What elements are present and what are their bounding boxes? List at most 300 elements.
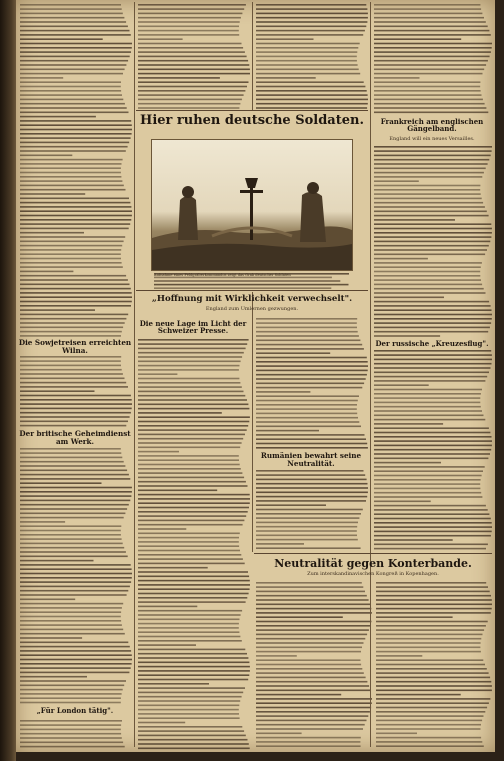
section-rule [136, 290, 368, 291]
text-line [138, 541, 239, 543]
text-line [20, 408, 132, 410]
headline-geheimdienst: Der britische Geheimdienst am Werk. [19, 429, 131, 446]
column-divider [134, 2, 135, 747]
text-line [138, 399, 247, 401]
text-line [20, 150, 126, 152]
text-line [374, 427, 489, 429]
text-line [138, 459, 239, 461]
text-line [374, 172, 484, 174]
text-line [374, 47, 492, 49]
text-line [374, 372, 489, 374]
text-line [138, 614, 241, 616]
text-line [256, 17, 368, 19]
text-line [20, 513, 125, 515]
text-line [20, 241, 124, 243]
text-line [256, 34, 363, 36]
text-line [256, 374, 367, 376]
text-line [20, 258, 121, 260]
text-line [374, 522, 492, 524]
text-line [374, 223, 491, 225]
text-line [20, 198, 129, 200]
text-line [138, 576, 249, 578]
text-line [20, 163, 122, 165]
text-line [256, 43, 360, 45]
text-line [138, 34, 239, 36]
text-line [256, 681, 367, 683]
headline-wirklichkeit: „Hoffnung mit Wirklichkeit verwechselt". [151, 294, 353, 304]
text-line [20, 215, 132, 217]
text-line [374, 539, 453, 541]
text-line [374, 43, 492, 45]
text-line [374, 384, 429, 386]
text-line [374, 180, 419, 182]
text-line [374, 189, 480, 191]
text-line [20, 137, 131, 139]
text-line [20, 322, 125, 324]
text-line [374, 99, 483, 101]
text-line [20, 206, 131, 208]
text-line [20, 64, 126, 66]
text-line [20, 378, 125, 380]
text-line [20, 56, 130, 58]
text-line [138, 571, 248, 573]
text-line [20, 292, 132, 294]
text-line [138, 674, 249, 676]
text-line [138, 558, 243, 560]
text-line [256, 21, 367, 23]
text-line [374, 322, 491, 324]
text-line [20, 551, 126, 553]
text-line [374, 86, 480, 88]
text-line [20, 305, 131, 307]
text-line [256, 60, 357, 62]
text-line [256, 348, 364, 350]
text-line [138, 369, 239, 371]
photo-soldier-grave [151, 139, 353, 271]
column-divider [252, 292, 253, 552]
text-line [20, 193, 85, 195]
text-line [20, 112, 129, 114]
text-line [20, 365, 121, 367]
text-line [256, 642, 364, 644]
text-line [138, 726, 242, 728]
text-line [20, 599, 75, 601]
text-line [374, 376, 487, 378]
text-line [20, 185, 124, 187]
text-line [256, 470, 364, 472]
text-line [374, 163, 488, 165]
text-line [256, 543, 304, 545]
text-line [138, 601, 246, 603]
text-line [374, 168, 486, 170]
text-line [374, 249, 487, 251]
text-line [138, 485, 248, 487]
text-line [138, 464, 240, 466]
text-line [374, 410, 482, 412]
text-line [20, 210, 132, 212]
text-line [138, 416, 250, 418]
text-line [256, 322, 357, 324]
text-line [374, 51, 491, 53]
text-line [20, 586, 130, 588]
text-line [256, 103, 368, 105]
text-line [374, 288, 484, 290]
text-line [138, 563, 245, 565]
text-line [138, 421, 249, 423]
text-line [256, 745, 361, 747]
text-line [20, 21, 126, 23]
text-line [138, 593, 249, 595]
text-line [20, 573, 132, 575]
text-line [376, 715, 484, 717]
text-line [374, 275, 480, 277]
text-line [20, 34, 131, 36]
text-line [138, 696, 242, 698]
text-line [20, 189, 126, 191]
subhead-england: England will ein neues Versailles. [389, 136, 475, 142]
text-line [20, 470, 127, 472]
text-line [20, 452, 121, 454]
text-line [138, 17, 241, 19]
text-line [20, 594, 127, 596]
text-line [138, 502, 250, 504]
text-line [138, 520, 244, 522]
text-line [256, 90, 367, 92]
text-line [256, 479, 367, 481]
text-line [374, 176, 482, 178]
text-line [20, 620, 121, 622]
text-line [256, 47, 358, 49]
text-line [20, 737, 122, 739]
text-line [20, 266, 123, 268]
text-line [376, 702, 489, 704]
text-line [374, 440, 492, 442]
text-line [256, 383, 364, 385]
text-line [376, 625, 486, 627]
text-line [138, 373, 177, 375]
text-line [20, 288, 131, 290]
text-line [376, 634, 483, 636]
text-line [256, 107, 367, 109]
text-line [256, 51, 357, 53]
text-line [20, 43, 132, 45]
text-line [256, 413, 357, 415]
text-line [374, 415, 484, 417]
text-line [256, 408, 357, 410]
text-line [256, 443, 367, 445]
text-line [138, 662, 249, 664]
text-line [20, 560, 94, 562]
text-line [256, 13, 368, 15]
headline-main: Hier ruhen deutsche Soldaten. [140, 113, 364, 128]
text-line [20, 142, 129, 144]
column-divider [370, 2, 371, 747]
text-line [376, 720, 482, 722]
text-line [374, 350, 491, 352]
text-line [256, 64, 358, 66]
text-line [138, 4, 246, 6]
text-line [374, 211, 487, 213]
text-line [20, 461, 124, 463]
text-line [20, 457, 122, 459]
text-line [374, 146, 492, 148]
book-spine [0, 0, 16, 761]
text-line [256, 483, 368, 485]
text-line [256, 69, 359, 71]
text-line [138, 537, 239, 539]
text-line [374, 81, 480, 83]
text-line [20, 176, 121, 178]
text-line [20, 129, 132, 131]
text-line [374, 432, 490, 434]
text-line [20, 180, 122, 182]
text-line [374, 436, 492, 438]
text-line [138, 442, 242, 444]
text-line [374, 548, 486, 550]
text-line [256, 438, 366, 440]
text-line [20, 534, 121, 536]
text-line [376, 591, 490, 593]
text-line [138, 77, 220, 79]
text-line [138, 610, 242, 612]
text-line [20, 124, 132, 126]
text-line [256, 99, 368, 101]
text-line [374, 479, 481, 481]
text-line [20, 335, 121, 337]
text-line [256, 496, 367, 498]
text-line [20, 284, 130, 286]
text-line [138, 692, 243, 694]
text-line [20, 659, 132, 661]
text-line [20, 47, 132, 49]
text-line [376, 655, 422, 657]
text-line [374, 254, 485, 256]
text-line [20, 724, 121, 726]
text-line [138, 81, 249, 83]
text-line [138, 584, 250, 586]
text-line [374, 535, 491, 537]
text-line [374, 241, 490, 243]
text-line [138, 619, 240, 621]
text-line [376, 582, 486, 584]
text-line [20, 249, 121, 251]
text-line [20, 77, 63, 79]
text-line [256, 94, 368, 96]
text-line [20, 491, 132, 493]
text-line [20, 386, 128, 388]
photo-caption [154, 273, 350, 288]
text-line [374, 406, 481, 408]
text-line [374, 103, 485, 105]
text-line [20, 720, 122, 722]
text-line [374, 73, 483, 75]
text-line [256, 659, 361, 661]
text-line [374, 60, 488, 62]
text-line [256, 655, 297, 657]
text-line [376, 621, 488, 623]
text-line [256, 391, 310, 393]
text-line [256, 612, 372, 614]
text-line [20, 167, 121, 169]
text-line [376, 664, 485, 666]
text-line [374, 206, 485, 208]
text-line [138, 425, 248, 427]
text-line [20, 69, 125, 71]
text-line [138, 382, 240, 384]
text-line [256, 426, 361, 428]
text-line [374, 215, 489, 217]
text-line [20, 314, 128, 316]
text-line [256, 361, 368, 363]
text-line [20, 301, 132, 303]
text-line [374, 155, 491, 157]
text-line [138, 657, 248, 659]
text-line [20, 421, 128, 423]
text-line [138, 670, 250, 672]
text-line [138, 606, 197, 608]
text-line [374, 202, 483, 204]
text-line [20, 86, 121, 88]
text-line [376, 707, 487, 709]
text-line [374, 397, 480, 399]
text-line [138, 709, 239, 711]
text-line [374, 475, 482, 477]
text-line [374, 232, 492, 234]
text-line [138, 705, 239, 707]
text-line [374, 544, 488, 546]
text-line [20, 543, 123, 545]
text-line [256, 621, 371, 623]
text-line [138, 679, 248, 681]
text-line [20, 331, 122, 333]
text-line [20, 81, 121, 83]
text-line [138, 73, 250, 75]
text-line [20, 474, 129, 476]
text-line [376, 733, 417, 735]
text-line [256, 447, 368, 449]
text-line [376, 638, 481, 640]
text-line [20, 729, 121, 731]
text-line [374, 335, 440, 337]
text-line [20, 680, 126, 682]
text-line [20, 99, 123, 101]
text-line [256, 702, 372, 704]
text-line [374, 17, 484, 19]
text-line [374, 496, 482, 498]
headline-kreuzessflug: Der russische „Kreuzesflug". [375, 339, 489, 348]
text-line [256, 733, 302, 735]
text-line [20, 425, 126, 427]
text-line [374, 513, 489, 515]
text-line [374, 470, 483, 472]
text-line [138, 343, 247, 345]
text-line [374, 236, 491, 238]
text-line [20, 94, 122, 96]
headline-london: „Für London tätig". [36, 706, 114, 715]
text-line [20, 159, 123, 161]
text-line [376, 728, 481, 730]
text-line [256, 56, 357, 58]
text-line [20, 107, 127, 109]
text-line [256, 616, 343, 618]
text-line [256, 668, 362, 670]
text-line [20, 399, 132, 401]
text-line [20, 646, 130, 648]
text-line [138, 550, 240, 552]
text-line [376, 608, 492, 610]
grave-scene-illustration [152, 140, 352, 270]
text-line [374, 354, 492, 356]
text-line [256, 365, 368, 367]
text-line [374, 359, 492, 361]
text-line [20, 412, 131, 414]
column-divider [252, 2, 253, 110]
text-line [256, 434, 365, 436]
text-line [376, 604, 492, 606]
text-line [20, 172, 121, 174]
newspaper-page [16, 0, 495, 752]
text-line [376, 647, 480, 649]
text-line [374, 531, 492, 533]
text-line [20, 603, 123, 605]
text-line [374, 402, 480, 404]
text-line [374, 393, 481, 395]
text-line [374, 26, 488, 28]
text-line [20, 262, 122, 264]
text-line [138, 739, 248, 741]
text-line [256, 30, 365, 32]
text-line [138, 631, 239, 633]
subhead-neutralitaet: Zum interskandinavischen Kongreß in Kopenhagen. [307, 571, 439, 577]
text-line [256, 737, 361, 739]
text-line [374, 21, 486, 23]
text-line [376, 668, 487, 670]
text-line [138, 21, 240, 23]
text-line [256, 629, 369, 631]
text-line [376, 690, 492, 692]
text-line [256, 404, 357, 406]
text-line [256, 327, 357, 329]
text-line [374, 501, 431, 503]
text-line [256, 634, 367, 636]
text-line [256, 715, 368, 717]
text-line [374, 56, 490, 58]
text-line [374, 445, 492, 447]
text-line [138, 395, 245, 397]
text-line [374, 13, 482, 15]
text-line [256, 387, 362, 389]
text-line [374, 363, 492, 365]
text-line [20, 538, 122, 540]
text-line [20, 60, 128, 62]
text-line [138, 735, 246, 737]
text-line [256, 77, 316, 79]
text-line [20, 202, 130, 204]
text-line [374, 150, 492, 152]
text-line [374, 318, 492, 320]
text-line [138, 30, 239, 32]
text-line [138, 567, 208, 569]
text-line [256, 651, 361, 653]
text-line [20, 590, 128, 592]
text-line [376, 677, 490, 679]
text-line [20, 318, 126, 320]
text-line [256, 4, 366, 6]
text-line [20, 581, 131, 583]
text-line [138, 644, 196, 646]
text-line [376, 737, 481, 739]
text-line [374, 34, 491, 36]
